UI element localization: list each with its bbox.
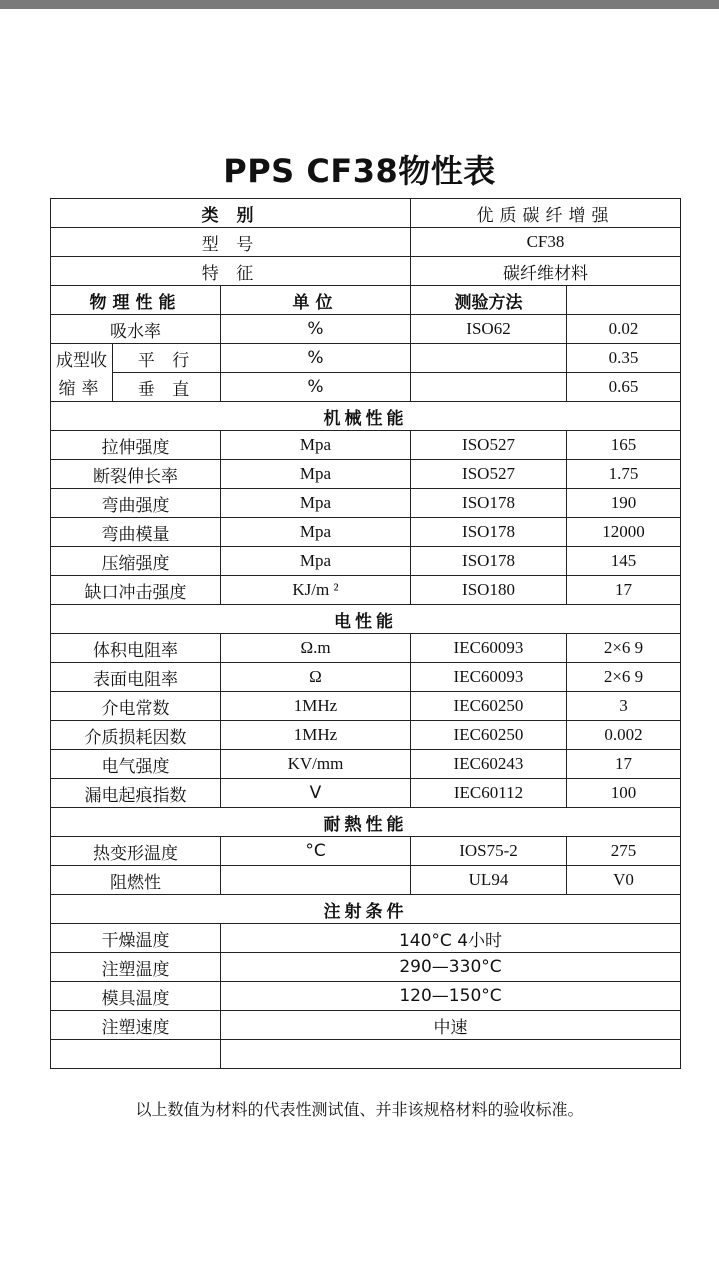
property-unit: Ω.m: [221, 634, 411, 663]
table-row: [51, 228, 681, 257]
property-value: 12000: [567, 518, 681, 547]
table-row: [51, 866, 681, 895]
category-label: 类 别: [51, 199, 411, 228]
property-value: 0.65: [567, 373, 681, 402]
property-value: 275: [567, 837, 681, 866]
condition-name: 注塑温度: [51, 953, 221, 982]
section-electrical: 电性能: [51, 605, 681, 634]
table-row: [51, 634, 681, 663]
condition-name: 注塑速度: [51, 1011, 221, 1040]
model-value: CF38: [411, 228, 681, 257]
property-unit: 1MHz: [221, 721, 411, 750]
top-status-bar: [0, 0, 719, 9]
property-name: 缺口冲击强度: [51, 576, 221, 605]
property-method: ISO178: [411, 547, 567, 576]
category-value: 优质碳纤增强: [411, 199, 681, 228]
empty-cell: [51, 1040, 221, 1069]
property-method: [411, 344, 567, 373]
shrinkage-group-label-bottom: 缩率: [51, 373, 113, 402]
condition-value: 140°C 4小时: [221, 924, 681, 953]
model-label: 型 号: [51, 228, 411, 257]
property-name: 拉伸强度: [51, 431, 221, 460]
property-method: IEC60250: [411, 692, 567, 721]
property-value: 3: [567, 692, 681, 721]
property-value: 100: [567, 779, 681, 808]
table-row: [51, 315, 681, 344]
table-row: [51, 199, 681, 228]
section-header-row: [51, 402, 681, 431]
table-row: [51, 953, 681, 982]
property-value: 165: [567, 431, 681, 460]
property-name: 弯曲强度: [51, 489, 221, 518]
condition-name: 模具温度: [51, 982, 221, 1011]
property-name: 垂 直: [113, 373, 221, 402]
property-name: 表面电阻率: [51, 663, 221, 692]
property-name: 弯曲模量: [51, 518, 221, 547]
section-header-row: [51, 808, 681, 837]
property-method: IEC60243: [411, 750, 567, 779]
empty-row: [51, 1040, 681, 1069]
property-unit: [221, 866, 411, 895]
table-row: [51, 431, 681, 460]
property-unit: Mpa: [221, 431, 411, 460]
property-unit: 1MHz: [221, 692, 411, 721]
table-row: [51, 489, 681, 518]
table-row: [51, 344, 681, 373]
property-value: 2×6 9: [567, 634, 681, 663]
footnote: 以上数值为材料的代表性测试值、并非该规格材料的验收标准。: [135, 1100, 584, 1119]
table-row: [51, 924, 681, 953]
condition-value: 120—150°C: [221, 982, 681, 1011]
property-unit: KJ/m ²: [221, 576, 411, 605]
property-unit: Mpa: [221, 518, 411, 547]
property-method: IOS75-2: [411, 837, 567, 866]
property-method: [411, 373, 567, 402]
property-name: 电气强度: [51, 750, 221, 779]
property-value: 17: [567, 750, 681, 779]
shrinkage-group-label-top: 成型收: [51, 344, 113, 373]
property-value: 1.75: [567, 460, 681, 489]
table-row: [51, 721, 681, 750]
property-method: ISO527: [411, 431, 567, 460]
table-row: [51, 663, 681, 692]
property-unit: %: [221, 315, 411, 344]
condition-value: 290—330°C: [221, 953, 681, 982]
property-value: 0.35: [567, 344, 681, 373]
property-name: 介电常数: [51, 692, 221, 721]
table-row: [51, 750, 681, 779]
property-method: IEC60250: [411, 721, 567, 750]
property-method: ISO62: [411, 315, 567, 344]
property-method: IEC60112: [411, 779, 567, 808]
property-name: 漏电起痕指数: [51, 779, 221, 808]
table-row: [51, 1011, 681, 1040]
property-unit: V: [221, 779, 411, 808]
table-row: [51, 837, 681, 866]
property-method: UL94: [411, 866, 567, 895]
table-row: [51, 547, 681, 576]
column-header-unit: 单位: [221, 286, 411, 315]
property-unit: Mpa: [221, 547, 411, 576]
column-header-row: [51, 286, 681, 315]
property-name: 热变形温度: [51, 837, 221, 866]
property-name: 阻燃性: [51, 866, 221, 895]
property-value: 145: [567, 547, 681, 576]
section-header-row: [51, 605, 681, 634]
table-row: [51, 692, 681, 721]
table-row: [51, 460, 681, 489]
property-method: ISO527: [411, 460, 567, 489]
condition-name: 干燥温度: [51, 924, 221, 953]
property-name: 吸水率: [51, 315, 221, 344]
table-row: [51, 576, 681, 605]
table-row: [51, 779, 681, 808]
property-name: 介质损耗因数: [51, 721, 221, 750]
property-unit: %: [221, 344, 411, 373]
property-unit: °C: [221, 837, 411, 866]
property-table: [50, 198, 681, 1069]
property-name: 断裂伸长率: [51, 460, 221, 489]
column-header-method: 测验方法: [411, 286, 567, 315]
property-unit: Mpa: [221, 460, 411, 489]
column-header-value: [567, 286, 681, 315]
property-value: 0.002: [567, 721, 681, 750]
section-header-row: [51, 895, 681, 924]
table-row: [51, 373, 681, 402]
page-title: PPS CF38物性表: [223, 152, 496, 190]
property-method: ISO178: [411, 518, 567, 547]
section-thermal: 耐熱性能: [51, 808, 681, 837]
property-method: IEC60093: [411, 634, 567, 663]
property-name: 压缩强度: [51, 547, 221, 576]
property-value: V0: [567, 866, 681, 895]
property-value: 0.02: [567, 315, 681, 344]
condition-value: 中速: [221, 1011, 681, 1040]
property-method: IEC60093: [411, 663, 567, 692]
property-unit: %: [221, 373, 411, 402]
section-injection: 注射条件: [51, 895, 681, 924]
feature-label: 特 征: [51, 257, 411, 286]
property-value: 17: [567, 576, 681, 605]
empty-cell: [221, 1040, 681, 1069]
property-method: ISO178: [411, 489, 567, 518]
property-value: 2×6 9: [567, 663, 681, 692]
table-row: [51, 257, 681, 286]
property-unit: Ω: [221, 663, 411, 692]
property-unit: KV/mm: [221, 750, 411, 779]
table-row: [51, 982, 681, 1011]
column-header-property: 物理性能: [51, 286, 221, 315]
property-name: 平 行: [113, 344, 221, 373]
feature-value: 碳纤维材料: [411, 257, 681, 286]
table-row: [51, 518, 681, 547]
property-name: 体积电阻率: [51, 634, 221, 663]
property-unit: Mpa: [221, 489, 411, 518]
property-value: 190: [567, 489, 681, 518]
property-method: ISO180: [411, 576, 567, 605]
section-mechanical: 机械性能: [51, 402, 681, 431]
